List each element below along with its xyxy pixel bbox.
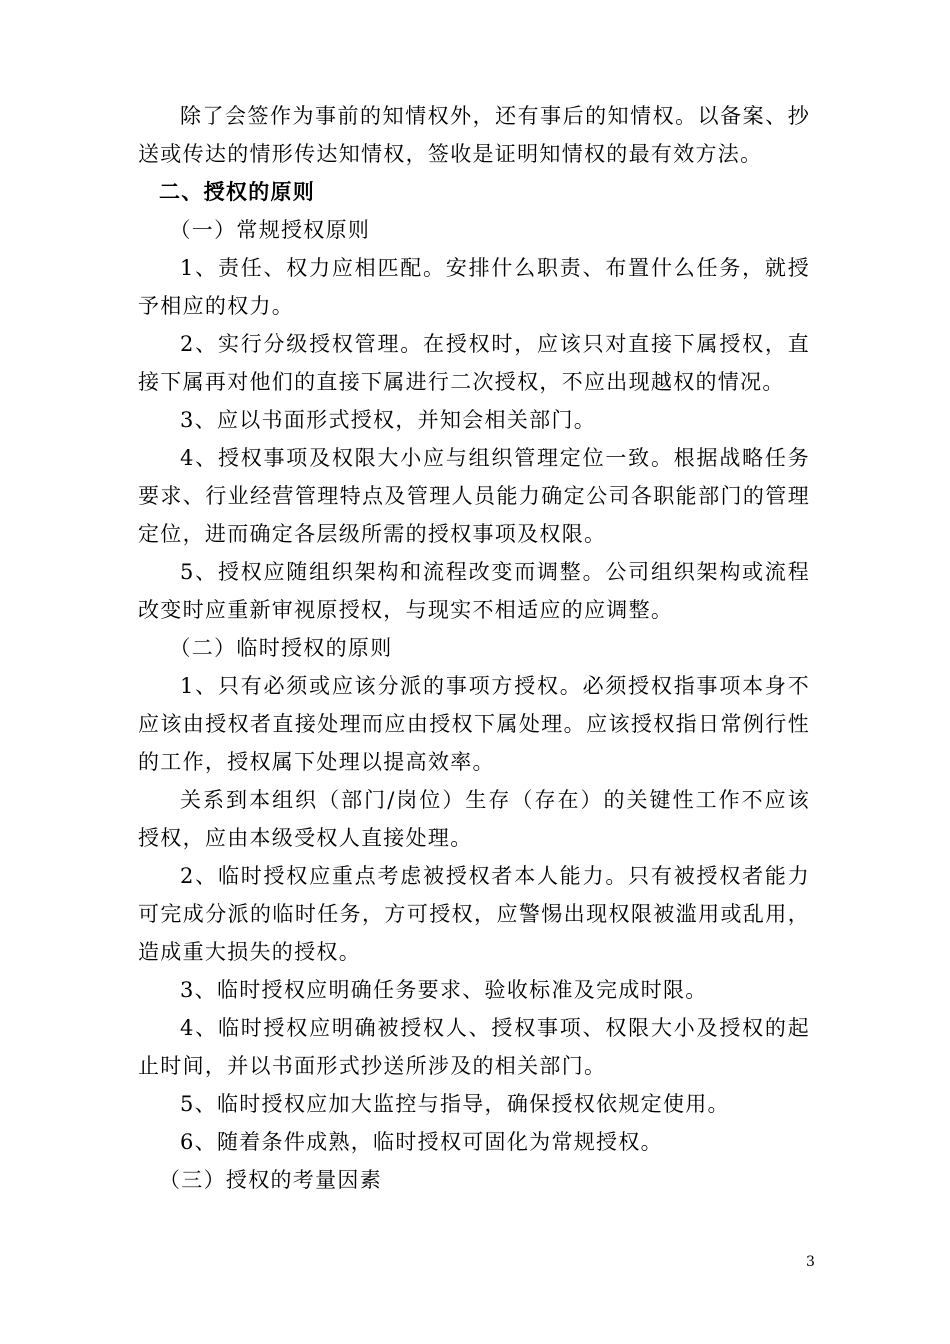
subheading-temporary-authorization: （二）临时授权的原则 — [169, 636, 393, 660]
subheading-authorization-factors: （三）授权的考量因素 — [159, 1168, 382, 1192]
subheading-regular-authorization: （一）常规授权原则 — [169, 218, 371, 242]
list-item-regular-1: 1、责任、权力应相匹配。安排什么职责、布置什么任务，就授予相应的权力。 — [138, 256, 810, 318]
list-item-temporary-6: 6、随着条件成熟，临时授权可固化为常规授权。 — [180, 1130, 663, 1154]
list-item-temporary-1: 1、只有必须或应该分派的事项方授权。必须授权指事项本身不应该由授权者直接处理而应由授权下属处理。应该授权指日常例行性的工作，授权属下处理以提高效率。 — [138, 674, 810, 774]
list-item-temporary-4: 4、临时授权应明确被授权人、授权事项、权限大小及授权的起止时间，并以书面形式抄送所涉及的相关部门。 — [138, 1016, 810, 1078]
page-number: 3 — [806, 1254, 815, 1270]
list-item-regular-5: 5、授权应随组织架构和流程改变而调整。公司组织架构或流程改变时应重新审视原授权，与现实不相适应的应调整。 — [138, 560, 810, 622]
list-item-temporary-3: 3、临时授权应明确任务要求、验收标准及完成时限。 — [180, 978, 708, 1002]
list-item-temporary-5: 5、临时授权应加大监控与指导，确保授权依规定使用。 — [180, 1092, 730, 1116]
paragraph-key-work-note: 关系到本组织（部门/岗位）生存（存在）的关键性工作不应该授权，应由本级受权人直接处理。 — [138, 788, 810, 850]
section-heading-authorization-principles: 二、授权的原则 — [159, 179, 316, 204]
list-item-regular-2: 2、实行分级授权管理。在授权时，应该只对直接下属授权，直接下属再对他们的直接下属进行二次授权，不应出现越权的情况。 — [138, 332, 810, 394]
list-item-regular-3: 3、应以书面形式授权，并知会相关部门。 — [180, 408, 597, 432]
paragraph-countersign-awareness: 除了会签作为事前的知情权外，还有事后的知情权。以备案、抄送或传达的情形传达知情权，签收是证明知情权的最有效方法。 — [138, 104, 810, 166]
list-item-regular-4: 4、授权事项及权限大小应与组织管理定位一致。根据战略任务要求、行业经营管理特点及管理人员能力确定公司各职能部门的管理定位，进而确定各层级所需的授权事项及权限。 — [138, 446, 810, 546]
document-body — [138, 97, 810, 1199]
list-item-temporary-2: 2、临时授权应重点考虑被授权者本人能力。只有被授权者能力可完成分派的临时任务，方可授权，应警惕出现权限被滥用或乱用，造成重大损失的授权。 — [138, 864, 810, 964]
